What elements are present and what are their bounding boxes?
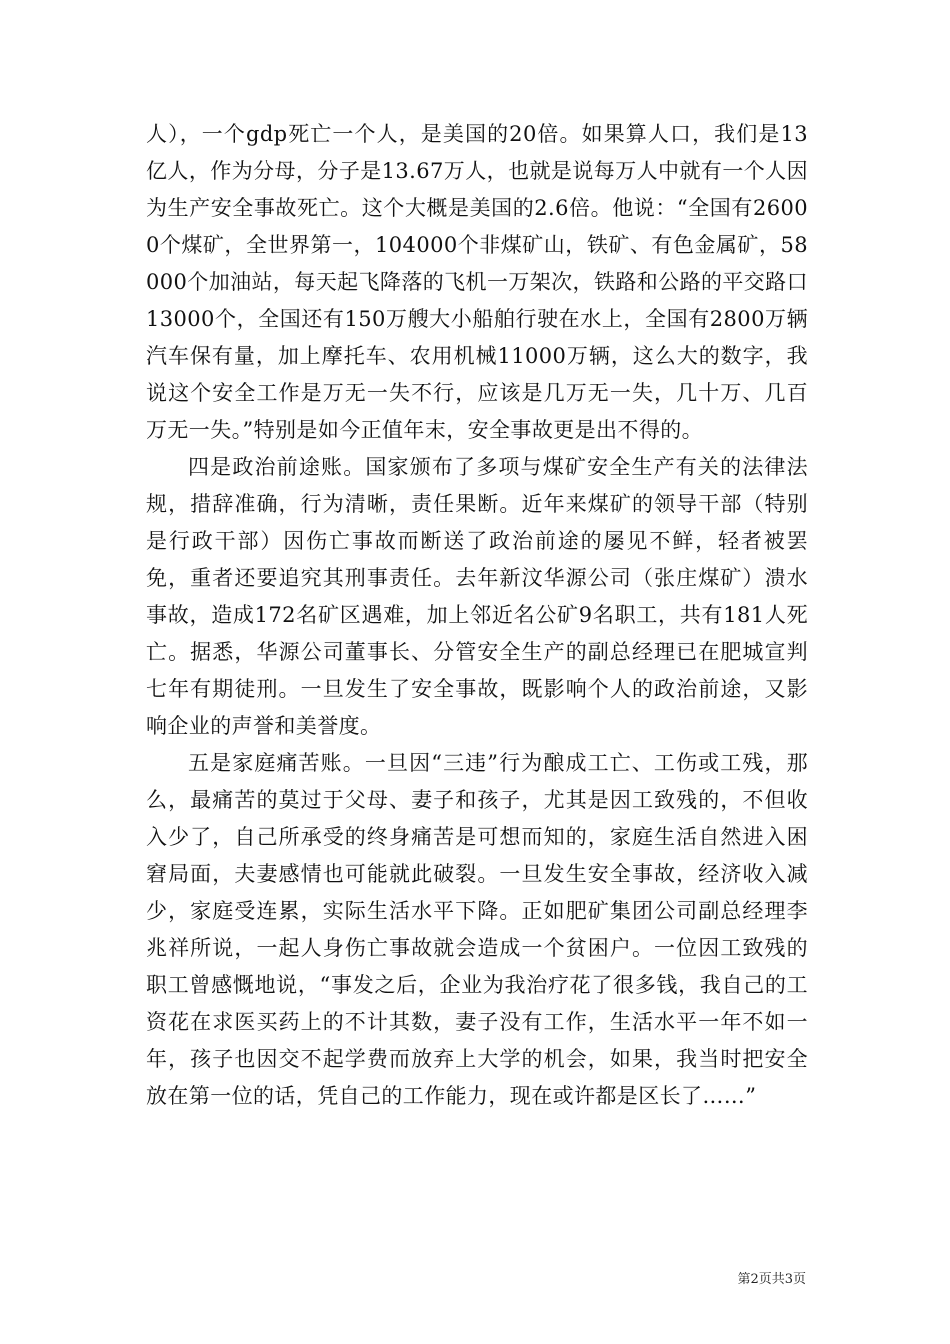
paragraph-statistics: 人），一个gdp死亡一个人，是美国的20倍。如果算人口，我们是13亿人，作为分母，分子是13.67万人，也就是说每万人中就有一个人因为生产安全事故死亡。这个大概是美国的2.6倍。他说：“全国有26000个煤矿，全世界第一，104000个非煤矿山，铁矿、有色金属矿，58000个加油站，每天起飞降落的飞机一万架次，铁路和公路的平交路口13000个，全国还有150万艘大小船舶行驶在水上，全国有2800万辆汽车保有量，加上摩托车、农用机械11000万辆，这么大的数字，我说这个安全工作是万无一失不行，应该是几万无一失，几十万、几百万无一失。”特别是如今正值年末，安全事故更是出不得的。: [146, 122, 808, 442]
document-body: [146, 116, 808, 1115]
paragraph-family-suffering: 五是家庭痛苦账。一旦因“三违”行为酿成工亡、工伤或工残，那么，最痛苦的莫过于父母、妻子和孩子，尤其是因工致残的，不但收入少了，自己所承受的终身痛苦是可想而知的，家庭生活自然进入困窘局面，夫妻感情也可能就此破裂。一旦发生安全事故，经济收入减少，家庭受连累，实际生活水平下降。正如肥矿集团公司副总经理李兆祥所说，一起人身伤亡事故就会造成一个贫困户。一位因工致残的职工曾感慨地说，“事发之后，企业为我治疗花了很多钱，我自己的工资花在求医买药上的不计其数，妻子没有工作，生活水平一年不如一年，孩子也因交不起学费而放弃上大学的机会，如果，我当时把安全放在第一位的话，凭自己的工作能力，现在或许都是区长了……”: [146, 751, 808, 1108]
paragraph-political-future: 四是政治前途账。国家颁布了多项与煤矿安全生产有关的法律法规，措辞准确，行为清晰，责任果断。近年来煤矿的领导干部（特别是行政干部）因伤亡事故而断送了政治前途的屡见不鲜，轻者被罢免，重者还要追究其刑事责任。去年新汶华源公司（张庄煤矿）溃水事故，造成172名矿区遇难，加上邻近名公矿9名职工，共有181人死亡。据悉，华源公司董事长、分管安全生产的副总经理已在肥城宣判七年有期徒刑。一旦发生了安全事故，既影响个人的政治前途，又影响企业的声誉和美誉度。: [146, 455, 808, 738]
page-number: 第2页共3页: [737, 1272, 806, 1287]
